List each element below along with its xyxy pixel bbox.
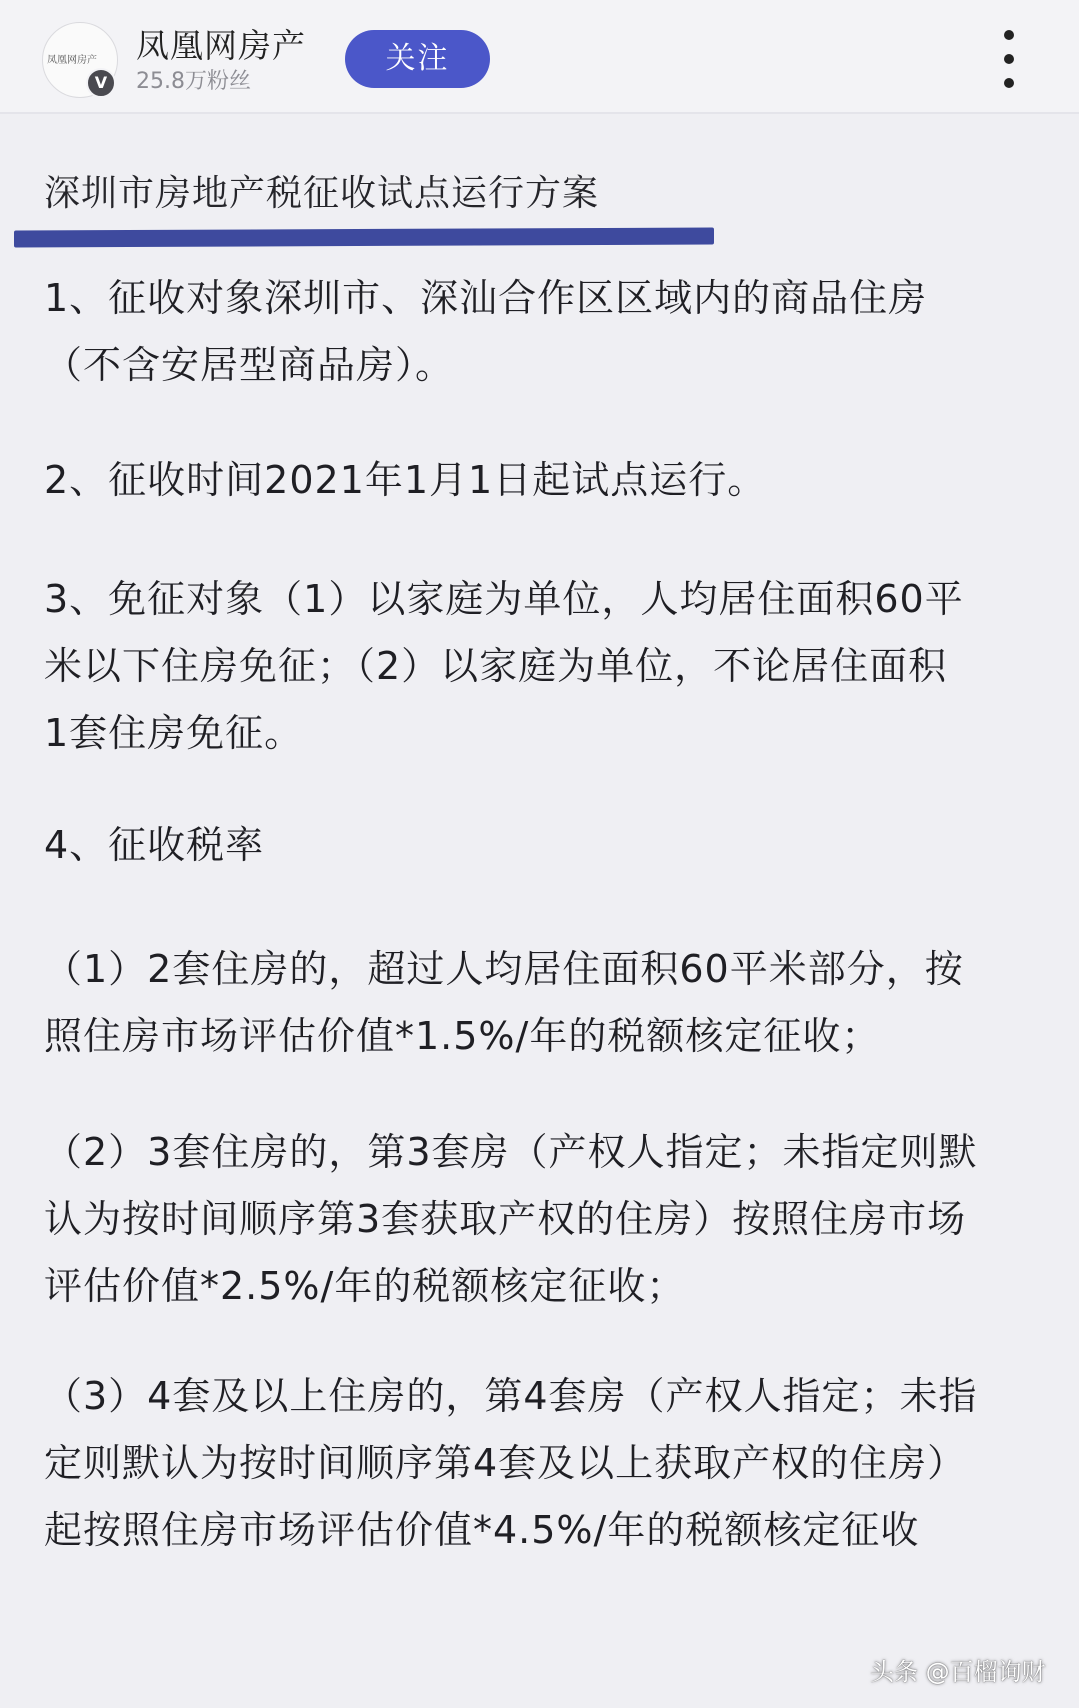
paragraph-line: 定则默认为按时间顺序第4套及以上获取产权的住房） <box>44 1441 967 1485</box>
paragraph-line: 起按照住房市场评估价值*4.5%/年的税额核定征收 <box>44 1508 920 1552</box>
follower-count: 25.8万粉丝 <box>136 69 251 94</box>
paragraph-line: 1、征收对象深圳市、深汕合作区区域内的商品住房 <box>44 276 928 320</box>
paragraph-3 <box>44 566 1039 767</box>
paragraph-line: 2、征收时间2021年1月1日起试点运行。 <box>44 458 767 502</box>
paragraph-1 <box>44 265 1039 399</box>
paragraph-6 <box>44 1119 1039 1320</box>
paragraph-2 <box>44 447 1039 514</box>
more-dot <box>1004 78 1014 88</box>
verified-badge-icon: V <box>86 68 116 98</box>
paragraph-line: 4、征收税率 <box>44 823 265 867</box>
paragraph-line: 3、免征对象（1）以家庭为单位，人均居住面积60平 <box>44 577 964 621</box>
paragraph-line: 照住房市场评估价值*1.5%/年的税额核定征收； <box>44 1014 881 1058</box>
paragraph-4 <box>44 812 1039 879</box>
paragraph-line: （3）4套及以上住房的，第4套房（产权人指定；未指 <box>44 1374 978 1418</box>
title-underline <box>14 227 714 247</box>
paragraph-line: 认为按时间顺序第3套获取产权的住房）按照住房市场 <box>44 1197 967 1241</box>
article-title: 深圳市房地产税征收试点运行方案 <box>44 173 600 214</box>
paragraph-line: （不含安居型商品房）。 <box>44 343 455 387</box>
paragraph-line: 1套住房免征。 <box>44 711 304 755</box>
paragraph-line: （2）3套住房的，第3套房（产权人指定；未指定则默 <box>44 1130 978 1174</box>
paragraph-7 <box>44 1363 1039 1564</box>
paragraph-line: 评估价值*2.5%/年的税额核定征收； <box>44 1264 686 1308</box>
follow-button[interactable]: 关注 <box>345 30 490 88</box>
paragraph-5 <box>44 936 1039 1070</box>
more-vertical-icon[interactable] <box>1000 30 1020 90</box>
account-header <box>0 0 1079 114</box>
avatar-logo-text: 凤凰网房产 <box>47 55 97 66</box>
more-dot <box>1004 30 1014 40</box>
paragraph-line: （1）2套住房的，超过人均居住面积60平米部分，按 <box>44 947 964 991</box>
source-watermark: 头条 @百榴询财 <box>870 1658 1046 1686</box>
paragraph-line: 米以下住房免征；（2）以家庭为单位，不论居住面积 <box>44 644 948 688</box>
more-dot <box>1004 54 1014 64</box>
account-name[interactable]: 凤凰网房产 <box>136 26 306 65</box>
